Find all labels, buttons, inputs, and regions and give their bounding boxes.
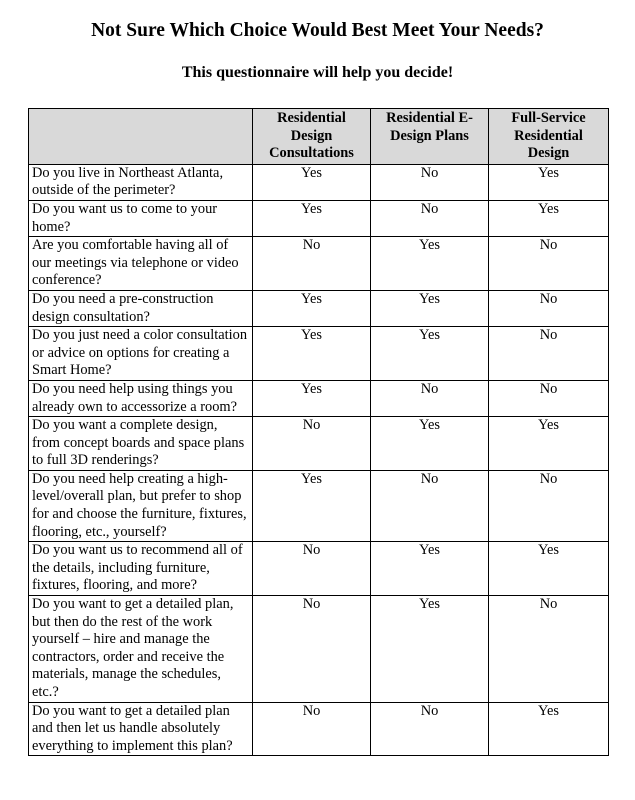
answer-cell: No (253, 702, 371, 756)
question-cell: Do you need help creating a high-level/overall plan, but prefer to shop for and choose the furniture, fixtures, flooring, etc., yourself? (29, 470, 253, 541)
table-row (29, 290, 609, 326)
question-cell: Do you want to get a detailed plan, but then do the rest of the work yourself – hire and manage the contractors, order and receive the materials, manage the schedules, etc.? (29, 596, 253, 703)
table-row (29, 237, 609, 291)
answer-cell: Yes (371, 237, 489, 291)
answer-cell: Yes (253, 290, 371, 326)
answer-cell: Yes (253, 380, 371, 416)
answer-cell: No (371, 200, 489, 236)
question-cell: Do you just need a color consultation or advice on options for creating a Smart Home? (29, 327, 253, 381)
answer-cell: No (489, 290, 609, 326)
table-header-row (29, 109, 609, 165)
page-subtitle: This questionnaire will help you decide! (181, 64, 454, 81)
answer-cell: Yes (253, 327, 371, 381)
table-row (29, 380, 609, 416)
answer-cell: No (371, 380, 489, 416)
answer-cell: Yes (253, 200, 371, 236)
answer-cell: Yes (253, 164, 371, 200)
answer-cell: Yes (489, 200, 609, 236)
answer-cell: No (489, 327, 609, 381)
answer-cell: Yes (489, 417, 609, 471)
answer-cell: No (253, 417, 371, 471)
page-title: Not Sure Which Choice Would Best Meet Your Needs? (91, 20, 544, 41)
table-row (29, 702, 609, 756)
question-cell: Do you live in Northeast Atlanta, outside of the perimeter? (29, 164, 253, 200)
question-cell: Do you want us to recommend all of the details, including furniture, fixtures, flooring, and more? (29, 542, 253, 596)
question-cell: Do you want us to come to your home? (29, 200, 253, 236)
answer-cell: Yes (489, 542, 609, 596)
answer-cell: No (253, 596, 371, 703)
answer-cell: Yes (371, 542, 489, 596)
answer-cell: No (253, 542, 371, 596)
table-row (29, 417, 609, 471)
question-cell: Do you need help using things you already own to accessorize a room? (29, 380, 253, 416)
answer-cell: No (371, 470, 489, 541)
answer-cell: No (371, 164, 489, 200)
question-cell: Do you want to get a detailed plan and then let us handle absolutely everything to implement this plan? (29, 702, 253, 756)
question-cell: Are you comfortable having all of our meetings via telephone or video conference? (29, 237, 253, 291)
answer-cell: No (489, 596, 609, 703)
answer-cell: Yes (489, 164, 609, 200)
table-row (29, 542, 609, 596)
table-row (29, 470, 609, 541)
header-full-service-residential-design: Full-Service Residential Design (489, 109, 609, 165)
table-row (29, 200, 609, 236)
answer-cell: Yes (371, 596, 489, 703)
header-residential-design-consultations: Residential Design Consultations (253, 109, 371, 165)
answer-cell: No (253, 237, 371, 291)
answer-cell: No (489, 470, 609, 541)
header-residential-e-design-plans: Residential E-Design Plans (371, 109, 489, 165)
answer-cell: Yes (253, 470, 371, 541)
header-corner-cell (29, 109, 253, 165)
answer-cell: Yes (371, 417, 489, 471)
table-body (29, 164, 609, 756)
answer-cell: Yes (371, 290, 489, 326)
answer-cell: No (371, 702, 489, 756)
answer-cell: Yes (489, 702, 609, 756)
question-cell: Do you need a pre-construction design consultation? (29, 290, 253, 326)
table-row (29, 164, 609, 200)
answer-cell: No (489, 380, 609, 416)
comparison-table (28, 108, 609, 756)
table-row (29, 327, 609, 381)
answer-cell: Yes (371, 327, 489, 381)
answer-cell: No (489, 237, 609, 291)
question-cell: Do you want a complete design, from concept boards and space plans to full 3D renderings? (29, 417, 253, 471)
table-row (29, 596, 609, 703)
